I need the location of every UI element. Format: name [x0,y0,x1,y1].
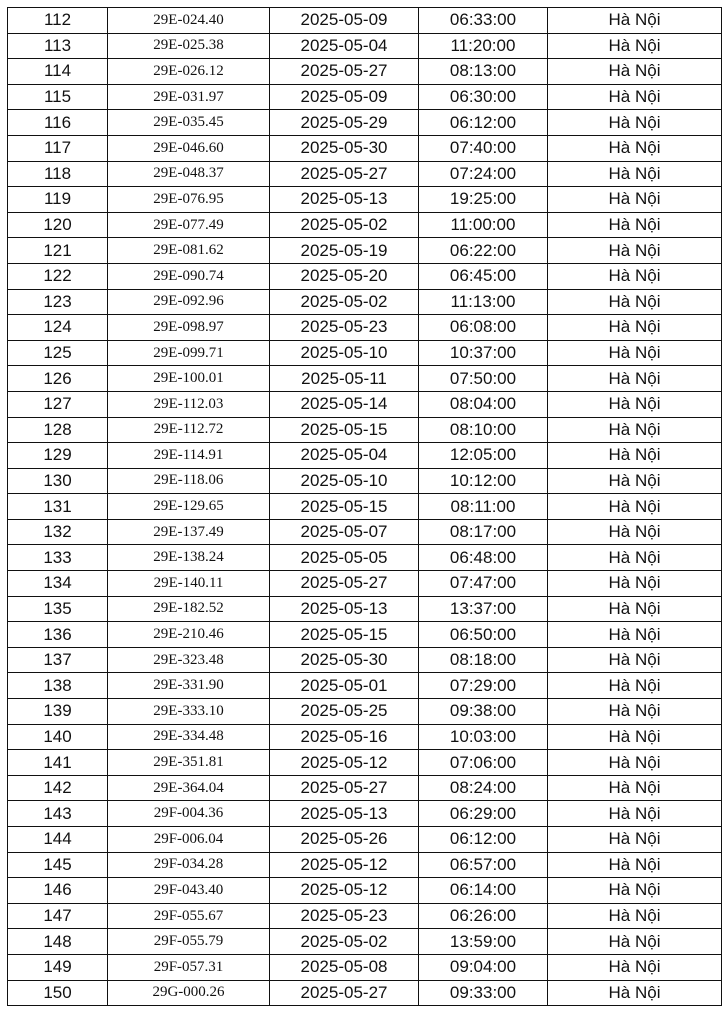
location-cell: Hà Nội [548,954,722,980]
row-number-cell: 128 [8,417,108,443]
license-plate-cell: 29E-077.49 [108,212,270,238]
row-number-cell: 148 [8,929,108,955]
row-number-cell: 125 [8,340,108,366]
row-number-cell: 126 [8,366,108,392]
license-plate-cell: 29E-140.11 [108,571,270,597]
location-cell: Hà Nội [548,571,722,597]
time-cell: 07:06:00 [419,750,548,776]
date-cell: 2025-05-14 [270,391,419,417]
license-plate-cell: 29F-034.28 [108,852,270,878]
license-plate-cell: 29F-057.31 [108,954,270,980]
license-plate-cell: 29E-114.91 [108,443,270,469]
location-cell: Hà Nội [548,187,722,213]
date-cell: 2025-05-08 [270,954,419,980]
time-cell: 06:12:00 [419,827,548,853]
location-cell: Hà Nội [548,161,722,187]
license-plate-cell: 29E-090.74 [108,263,270,289]
date-cell: 2025-05-30 [270,135,419,161]
date-cell: 2025-05-02 [270,289,419,315]
location-cell: Hà Nội [548,340,722,366]
row-number-cell: 133 [8,545,108,571]
location-cell: Hà Nội [548,110,722,136]
date-cell: 2025-05-19 [270,238,419,264]
row-number-cell: 114 [8,59,108,85]
time-cell: 06:12:00 [419,110,548,136]
license-plate-cell: 29E-137.49 [108,519,270,545]
time-cell: 09:33:00 [419,980,548,1006]
location-cell: Hà Nội [548,519,722,545]
time-cell: 06:26:00 [419,903,548,929]
location-cell: Hà Nội [548,827,722,853]
row-number-cell: 132 [8,519,108,545]
license-plate-cell: 29E-046.60 [108,135,270,161]
table-row [8,980,722,1006]
table-row [8,340,722,366]
license-plate-cell: 29E-076.95 [108,187,270,213]
table-row [8,366,722,392]
license-plate-cell: 29E-351.81 [108,750,270,776]
time-cell: 06:29:00 [419,801,548,827]
location-cell: Hà Nội [548,468,722,494]
license-plate-cell: 29F-055.67 [108,903,270,929]
violation-table [7,7,722,1006]
date-cell: 2025-05-13 [270,596,419,622]
table-row [8,59,722,85]
license-plate-cell: 29F-043.40 [108,878,270,904]
table-row [8,571,722,597]
table-row [8,596,722,622]
license-plate-cell: 29E-024.40 [108,8,270,34]
row-number-cell: 145 [8,852,108,878]
time-cell: 06:14:00 [419,878,548,904]
date-cell: 2025-05-27 [270,775,419,801]
time-cell: 13:37:00 [419,596,548,622]
row-number-cell: 123 [8,289,108,315]
location-cell: Hà Nội [548,647,722,673]
time-cell: 07:50:00 [419,366,548,392]
table-row [8,187,722,213]
time-cell: 10:12:00 [419,468,548,494]
time-cell: 08:24:00 [419,775,548,801]
date-cell: 2025-05-09 [270,8,419,34]
table-row [8,852,722,878]
table-row [8,494,722,520]
row-number-cell: 140 [8,724,108,750]
table-row [8,263,722,289]
location-cell: Hà Nội [548,238,722,264]
location-cell: Hà Nội [548,366,722,392]
license-plate-cell: 29E-099.71 [108,340,270,366]
location-cell: Hà Nội [548,622,722,648]
row-number-cell: 119 [8,187,108,213]
table-row [8,238,722,264]
table-row [8,673,722,699]
row-number-cell: 138 [8,673,108,699]
location-cell: Hà Nội [548,417,722,443]
table-body [8,8,722,1006]
time-cell: 09:04:00 [419,954,548,980]
table-row [8,775,722,801]
date-cell: 2025-05-27 [270,571,419,597]
time-cell: 07:40:00 [419,135,548,161]
date-cell: 2025-05-11 [270,366,419,392]
location-cell: Hà Nội [548,59,722,85]
location-cell: Hà Nội [548,33,722,59]
license-plate-cell: 29F-006.04 [108,827,270,853]
location-cell: Hà Nội [548,443,722,469]
row-number-cell: 139 [8,699,108,725]
date-cell: 2025-05-27 [270,59,419,85]
license-plate-cell: 29E-026.12 [108,59,270,85]
time-cell: 08:18:00 [419,647,548,673]
license-plate-cell: 29E-112.72 [108,417,270,443]
time-cell: 06:45:00 [419,263,548,289]
row-number-cell: 136 [8,622,108,648]
license-plate-cell: 29E-364.04 [108,775,270,801]
license-plate-cell: 29E-333.10 [108,699,270,725]
date-cell: 2025-05-15 [270,417,419,443]
time-cell: 19:25:00 [419,187,548,213]
date-cell: 2025-05-13 [270,187,419,213]
time-cell: 10:03:00 [419,724,548,750]
row-number-cell: 141 [8,750,108,776]
table-row [8,110,722,136]
table-row [8,647,722,673]
location-cell: Hà Nội [548,135,722,161]
license-plate-cell: 29E-112.03 [108,391,270,417]
date-cell: 2025-05-12 [270,750,419,776]
table-row [8,8,722,34]
row-number-cell: 122 [8,263,108,289]
time-cell: 13:59:00 [419,929,548,955]
date-cell: 2025-05-27 [270,161,419,187]
time-cell: 09:38:00 [419,699,548,725]
date-cell: 2025-05-02 [270,212,419,238]
table-row [8,468,722,494]
date-cell: 2025-05-15 [270,622,419,648]
time-cell: 06:30:00 [419,84,548,110]
date-cell: 2025-05-20 [270,263,419,289]
license-plate-cell: 29E-098.97 [108,315,270,341]
date-cell: 2025-05-15 [270,494,419,520]
row-number-cell: 115 [8,84,108,110]
time-cell: 11:13:00 [419,289,548,315]
table-row [8,878,722,904]
license-plate-cell: 29E-100.01 [108,366,270,392]
table-row [8,801,722,827]
license-plate-cell: 29E-331.90 [108,673,270,699]
license-plate-cell: 29E-182.52 [108,596,270,622]
date-cell: 2025-05-01 [270,673,419,699]
license-plate-cell: 29E-334.48 [108,724,270,750]
location-cell: Hà Nội [548,724,722,750]
location-cell: Hà Nội [548,929,722,955]
time-cell: 10:37:00 [419,340,548,366]
date-cell: 2025-05-10 [270,468,419,494]
time-cell: 08:13:00 [419,59,548,85]
time-cell: 06:57:00 [419,852,548,878]
time-cell: 11:20:00 [419,33,548,59]
row-number-cell: 130 [8,468,108,494]
time-cell: 08:17:00 [419,519,548,545]
location-cell: Hà Nội [548,263,722,289]
time-cell: 06:48:00 [419,545,548,571]
table-row [8,724,722,750]
location-cell: Hà Nội [548,775,722,801]
license-plate-cell: 29E-081.62 [108,238,270,264]
date-cell: 2025-05-12 [270,852,419,878]
location-cell: Hà Nội [548,289,722,315]
table-row [8,545,722,571]
row-number-cell: 131 [8,494,108,520]
time-cell: 08:04:00 [419,391,548,417]
location-cell: Hà Nội [548,801,722,827]
location-cell: Hà Nội [548,852,722,878]
table-row [8,391,722,417]
date-cell: 2025-05-25 [270,699,419,725]
license-plate-cell: 29E-323.48 [108,647,270,673]
row-number-cell: 135 [8,596,108,622]
license-plate-cell: 29G-000.26 [108,980,270,1006]
table-row [8,622,722,648]
license-plate-cell: 29E-092.96 [108,289,270,315]
date-cell: 2025-05-27 [270,980,419,1006]
location-cell: Hà Nội [548,980,722,1006]
license-plate-cell: 29E-048.37 [108,161,270,187]
row-number-cell: 150 [8,980,108,1006]
table-row [8,443,722,469]
row-number-cell: 116 [8,110,108,136]
row-number-cell: 149 [8,954,108,980]
date-cell: 2025-05-13 [270,801,419,827]
location-cell: Hà Nội [548,494,722,520]
row-number-cell: 112 [8,8,108,34]
row-number-cell: 137 [8,647,108,673]
date-cell: 2025-05-23 [270,315,419,341]
row-number-cell: 117 [8,135,108,161]
license-plate-cell: 29E-129.65 [108,494,270,520]
row-number-cell: 127 [8,391,108,417]
time-cell: 06:08:00 [419,315,548,341]
row-number-cell: 124 [8,315,108,341]
time-cell: 06:50:00 [419,622,548,648]
date-cell: 2025-05-26 [270,827,419,853]
license-plate-cell: 29E-031.97 [108,84,270,110]
license-plate-cell: 29E-138.24 [108,545,270,571]
time-cell: 06:22:00 [419,238,548,264]
date-cell: 2025-05-29 [270,110,419,136]
table-row [8,161,722,187]
location-cell: Hà Nội [548,673,722,699]
row-number-cell: 118 [8,161,108,187]
table-row [8,903,722,929]
license-plate-cell: 29E-025.38 [108,33,270,59]
table-row [8,750,722,776]
license-plate-cell: 29E-210.46 [108,622,270,648]
location-cell: Hà Nội [548,391,722,417]
row-number-cell: 129 [8,443,108,469]
date-cell: 2025-05-07 [270,519,419,545]
location-cell: Hà Nội [548,84,722,110]
table-row [8,33,722,59]
date-cell: 2025-05-16 [270,724,419,750]
location-cell: Hà Nội [548,699,722,725]
table-row [8,519,722,545]
date-cell: 2025-05-04 [270,443,419,469]
row-number-cell: 113 [8,33,108,59]
license-plate-cell: 29F-055.79 [108,929,270,955]
location-cell: Hà Nội [548,903,722,929]
time-cell: 06:33:00 [419,8,548,34]
date-cell: 2025-05-12 [270,878,419,904]
time-cell: 08:10:00 [419,417,548,443]
location-cell: Hà Nội [548,315,722,341]
table-row [8,417,722,443]
location-cell: Hà Nội [548,212,722,238]
license-plate-cell: 29E-035.45 [108,110,270,136]
table-row [8,929,722,955]
table-row [8,84,722,110]
row-number-cell: 142 [8,775,108,801]
row-number-cell: 134 [8,571,108,597]
time-cell: 07:24:00 [419,161,548,187]
time-cell: 12:05:00 [419,443,548,469]
row-number-cell: 146 [8,878,108,904]
date-cell: 2025-05-10 [270,340,419,366]
license-plate-cell: 29F-004.36 [108,801,270,827]
row-number-cell: 121 [8,238,108,264]
table-row [8,315,722,341]
time-cell: 07:29:00 [419,673,548,699]
table-row [8,212,722,238]
table-row [8,699,722,725]
row-number-cell: 147 [8,903,108,929]
date-cell: 2025-05-05 [270,545,419,571]
date-cell: 2025-05-09 [270,84,419,110]
time-cell: 07:47:00 [419,571,548,597]
date-cell: 2025-05-02 [270,929,419,955]
time-cell: 08:11:00 [419,494,548,520]
date-cell: 2025-05-04 [270,33,419,59]
date-cell: 2025-05-23 [270,903,419,929]
table-row [8,827,722,853]
table-row [8,135,722,161]
row-number-cell: 120 [8,212,108,238]
table-row [8,954,722,980]
license-plate-cell: 29E-118.06 [108,468,270,494]
location-cell: Hà Nội [548,545,722,571]
location-cell: Hà Nội [548,8,722,34]
table-row [8,289,722,315]
location-cell: Hà Nội [548,596,722,622]
date-cell: 2025-05-30 [270,647,419,673]
time-cell: 11:00:00 [419,212,548,238]
row-number-cell: 144 [8,827,108,853]
row-number-cell: 143 [8,801,108,827]
location-cell: Hà Nội [548,878,722,904]
location-cell: Hà Nội [548,750,722,776]
